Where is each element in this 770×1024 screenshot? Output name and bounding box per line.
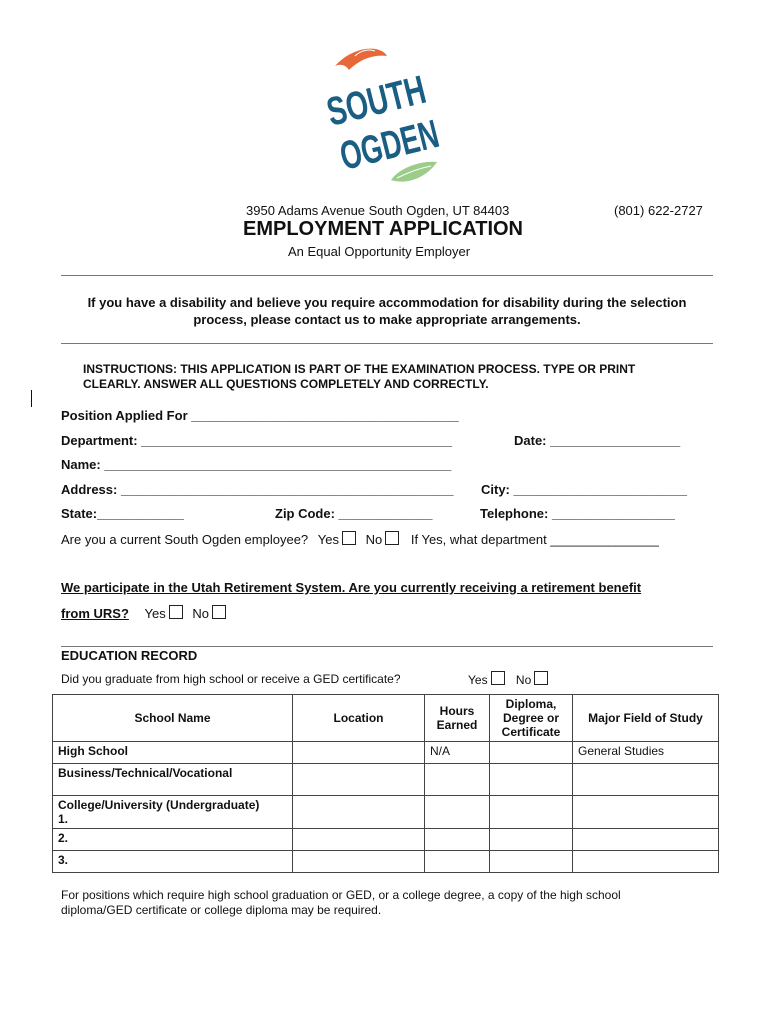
divider	[61, 275, 713, 276]
instructions	[83, 362, 635, 392]
employee-question-row	[61, 531, 659, 547]
employee-question: Are you a current South Ogden employee?	[61, 532, 309, 547]
state-field[interactable]: State:____________	[61, 506, 184, 521]
table-cell[interactable]	[293, 829, 425, 851]
column-hours	[425, 695, 490, 742]
column-diploma-line3: Certificate	[501, 725, 561, 739]
row-label-college	[53, 796, 293, 829]
phone-text: (801) 622-2727	[614, 203, 703, 218]
education-footnote	[61, 888, 621, 918]
employee-department-field[interactable]: If Yes, what department _______________	[410, 532, 659, 547]
table-cell[interactable]	[490, 796, 573, 829]
retirement-yes-label: Yes	[144, 606, 166, 621]
column-hours-line2: Earned	[436, 718, 478, 732]
divider	[61, 646, 713, 647]
graduation-no-label: No	[515, 673, 532, 687]
table-cell[interactable]	[490, 764, 573, 796]
table-cell[interactable]	[573, 796, 719, 829]
college-item-2: 2.	[53, 829, 293, 851]
college-label: College/University (Undergraduate)	[58, 798, 260, 812]
education-table	[52, 694, 719, 873]
table-row	[53, 796, 719, 829]
date-field[interactable]: Date: __________________	[514, 433, 681, 448]
table-cell[interactable]	[425, 851, 490, 873]
instructions-line1: INSTRUCTIONS: THIS APPLICATION IS PART OF THE EXAMINATION PROCESS. TYPE OR PRINT	[83, 362, 636, 376]
table-cell[interactable]	[573, 851, 719, 873]
name-field[interactable]: Name: ________________________________________________	[61, 457, 452, 472]
education-footnote-line1: For positions which require high school graduation or GED, or a college degree, a copy of the high school	[61, 888, 621, 902]
column-school-name: School Name	[53, 695, 293, 742]
disability-notice	[61, 294, 713, 328]
table-cell[interactable]	[490, 742, 573, 764]
telephone-field[interactable]: Telephone: _________________	[480, 506, 675, 521]
column-location: Location	[293, 695, 425, 742]
column-diploma-line1: Diploma,	[505, 697, 557, 711]
subtitle: An Equal Opportunity Employer	[288, 244, 471, 259]
graduation-yes-checkbox[interactable]	[491, 671, 505, 685]
retirement-no-label: No	[192, 606, 209, 621]
page-title: EMPLOYMENT APPLICATION	[243, 218, 523, 240]
row-label-business: Business/Technical/Vocational	[53, 764, 293, 796]
table-cell[interactable]	[293, 796, 425, 829]
employee-no-checkbox[interactable]	[385, 531, 399, 545]
table-row	[53, 742, 719, 764]
retirement-no-checkbox[interactable]	[212, 605, 226, 619]
employee-no-label: No	[365, 532, 383, 547]
employee-yes-label: Yes	[317, 532, 339, 547]
table-cell[interactable]	[425, 764, 490, 796]
column-hours-line1: Hours	[439, 704, 475, 718]
graduation-question: Did you graduate from high school or receive a GED certificate?	[61, 672, 401, 686]
table-cell[interactable]	[293, 851, 425, 873]
city-field[interactable]: City: ________________________	[481, 482, 688, 497]
column-diploma	[490, 695, 573, 742]
svg-text:SOUTH: SOUTH	[325, 58, 440, 135]
retirement-question-row	[61, 605, 226, 621]
table-cell[interactable]	[293, 742, 425, 764]
table-cell[interactable]	[293, 764, 425, 796]
graduation-yes-label: Yes	[468, 673, 488, 687]
table-cell[interactable]	[573, 764, 719, 796]
high-school-major-cell[interactable]: General Studies	[573, 742, 719, 764]
table-cell[interactable]	[573, 829, 719, 851]
position-field[interactable]: Position Applied For _____________________________________	[61, 408, 459, 423]
table-cell[interactable]	[425, 829, 490, 851]
row-label-high-school: High School	[53, 742, 293, 764]
college-item-3: 3.	[53, 851, 293, 873]
college-item-1: 1.	[58, 812, 69, 826]
graduation-answer	[468, 671, 548, 687]
address-text: 3950 Adams Avenue South Ogden, UT 84403	[246, 203, 510, 218]
svg-text:OGDEN: OGDEN	[335, 100, 440, 179]
instructions-line2: CLEARLY. ANSWER ALL QUESTIONS COMPLETELY AND CORRECTLY.	[83, 377, 489, 391]
retirement-question-line2: from URS?	[61, 606, 129, 621]
table-row	[53, 851, 719, 873]
table-cell[interactable]	[425, 796, 490, 829]
zip-code-field[interactable]: Zip Code: _____________	[275, 506, 433, 521]
employee-yes-checkbox[interactable]	[342, 531, 356, 545]
table-header-row	[53, 695, 719, 742]
department-field[interactable]: Department: ___________________________________________	[61, 433, 453, 448]
education-heading: EDUCATION RECORD	[61, 648, 198, 663]
high-school-hours-cell[interactable]: N/A	[425, 742, 490, 764]
graduation-no-checkbox[interactable]	[534, 671, 548, 685]
education-footnote-line2: diploma/GED certificate or college diploma may be required.	[61, 903, 382, 917]
retirement-yes-checkbox[interactable]	[169, 605, 183, 619]
disability-notice-line2: process, please contact us to make appropriate arrangements.	[193, 312, 581, 327]
table-cell[interactable]	[490, 829, 573, 851]
retirement-question-line1: We participate in the Utah Retirement System. Are you currently receiving a retirement benefit	[61, 580, 642, 595]
table-row	[53, 764, 719, 796]
table-row	[53, 829, 719, 851]
column-major: Major Field of Study	[573, 695, 719, 742]
table-cell[interactable]	[490, 851, 573, 873]
column-diploma-line2: Degree or	[502, 711, 560, 725]
address-field[interactable]: Address: ______________________________________________	[61, 482, 454, 497]
south-ogden-logo	[325, 44, 440, 189]
divider	[61, 343, 713, 344]
text-cursor	[31, 390, 32, 407]
disability-notice-line1: If you have a disability and believe you require accommodation for disability during the selection	[87, 295, 687, 310]
